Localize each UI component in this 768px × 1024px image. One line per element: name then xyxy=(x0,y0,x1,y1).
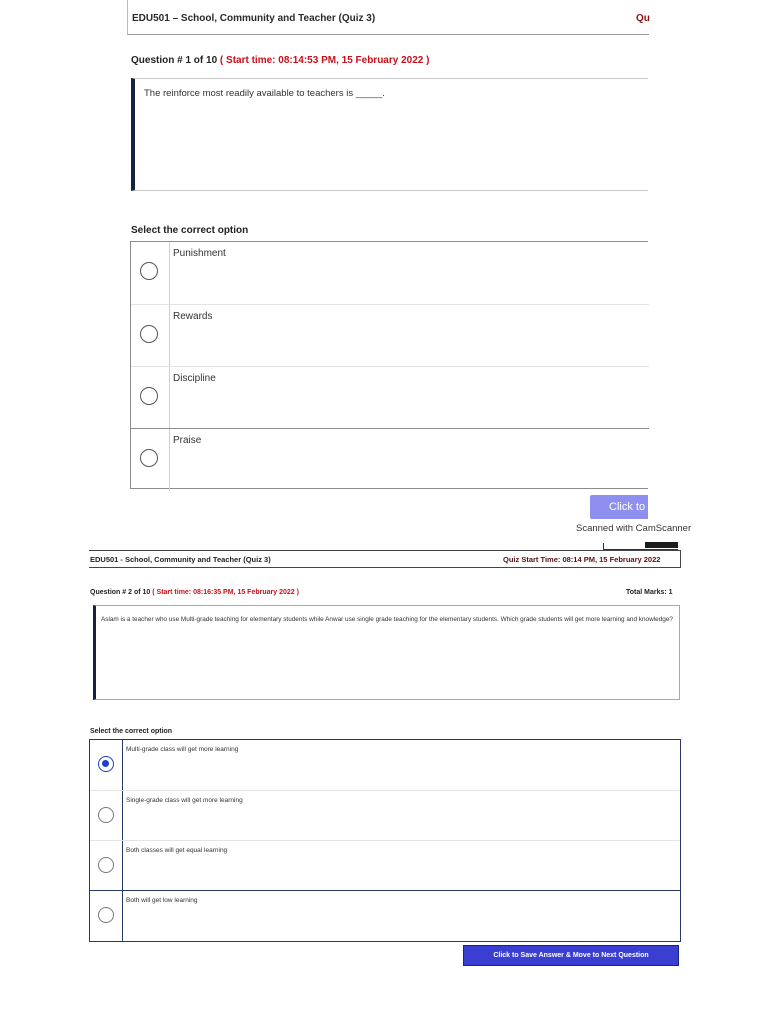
question-start-time: ( Start time: 08:16:35 PM, 15 February 2022 ) xyxy=(152,589,299,596)
radio-cell xyxy=(131,429,170,491)
question-number-line xyxy=(131,55,429,66)
radio-cell xyxy=(131,242,170,304)
question-number: Question # 2 of 10 xyxy=(90,589,151,596)
question-text: Aslam is a teacher who use Multi-grade teaching for elementary students while Anwar use single grade teaching for the elementary students. Which grade students will get more learning and knowledge? xyxy=(101,616,673,623)
top-strip-tick xyxy=(603,543,604,550)
option-radio[interactable] xyxy=(98,807,114,823)
option-radio[interactable] xyxy=(140,387,158,405)
option-label: Praise xyxy=(173,435,202,446)
options-table xyxy=(89,739,681,942)
option-label: Rewards xyxy=(173,311,213,322)
option-row[interactable] xyxy=(131,428,649,491)
question-text: The reinforce most readily available to teachers is _____. xyxy=(144,88,385,99)
option-row[interactable] xyxy=(90,740,680,790)
quiz-start-time-truncated: Qu xyxy=(636,13,650,24)
quiz-start-time: Quiz Start Time: 08:14 PM, 15 February 2022 xyxy=(503,555,661,564)
question-number: Question # 1 of 10 xyxy=(131,55,218,66)
option-radio[interactable] xyxy=(98,907,114,923)
radio-cell xyxy=(90,891,123,941)
total-marks: Total Marks: 1 xyxy=(626,589,673,596)
option-label: Single-grade class will get more learning xyxy=(126,797,243,804)
save-answer-next-button[interactable]: Click to Save Answer & Move to Next Question xyxy=(463,945,679,966)
top-strip-mark xyxy=(645,542,678,548)
option-row[interactable] xyxy=(90,840,680,891)
radio-cell xyxy=(90,791,123,841)
option-radio[interactable] xyxy=(140,449,158,467)
radio-cell xyxy=(131,305,170,367)
option-row[interactable] xyxy=(90,890,680,941)
save-answer-button[interactable]: Click to xyxy=(590,495,648,519)
option-row[interactable] xyxy=(131,242,649,304)
option-row[interactable] xyxy=(131,366,649,429)
option-radio-selected[interactable] xyxy=(98,756,114,772)
option-radio[interactable] xyxy=(140,325,158,343)
select-option-heading: Select the correct option xyxy=(131,225,249,236)
radio-cell xyxy=(90,740,123,790)
option-label: Both will get low learning xyxy=(126,897,198,904)
course-title: EDU501 - School, Community and Teacher (Quiz 3) xyxy=(90,555,271,564)
option-row[interactable] xyxy=(131,304,649,367)
options-table xyxy=(130,241,648,489)
question-start-time: ( Start time: 08:14:53 PM, 15 February 2022 ) xyxy=(219,55,430,66)
option-label: Discipline xyxy=(173,373,216,384)
option-label: Multi-grade class will get more learning xyxy=(126,746,239,753)
option-row[interactable] xyxy=(90,790,680,841)
radio-cell xyxy=(131,367,170,429)
select-option-heading: Select the correct option xyxy=(90,728,173,735)
radio-cell xyxy=(90,841,123,891)
scanner-watermark: Scanned with CamScanner xyxy=(576,523,692,534)
course-title: EDU501 – School, Community and Teacher (Quiz 3) xyxy=(132,13,376,24)
question-number-line xyxy=(90,589,299,596)
option-radio[interactable] xyxy=(140,262,158,280)
option-radio[interactable] xyxy=(98,857,114,873)
option-label: Both classes will get equal learning xyxy=(126,847,228,854)
option-label: Punishment xyxy=(173,248,226,259)
